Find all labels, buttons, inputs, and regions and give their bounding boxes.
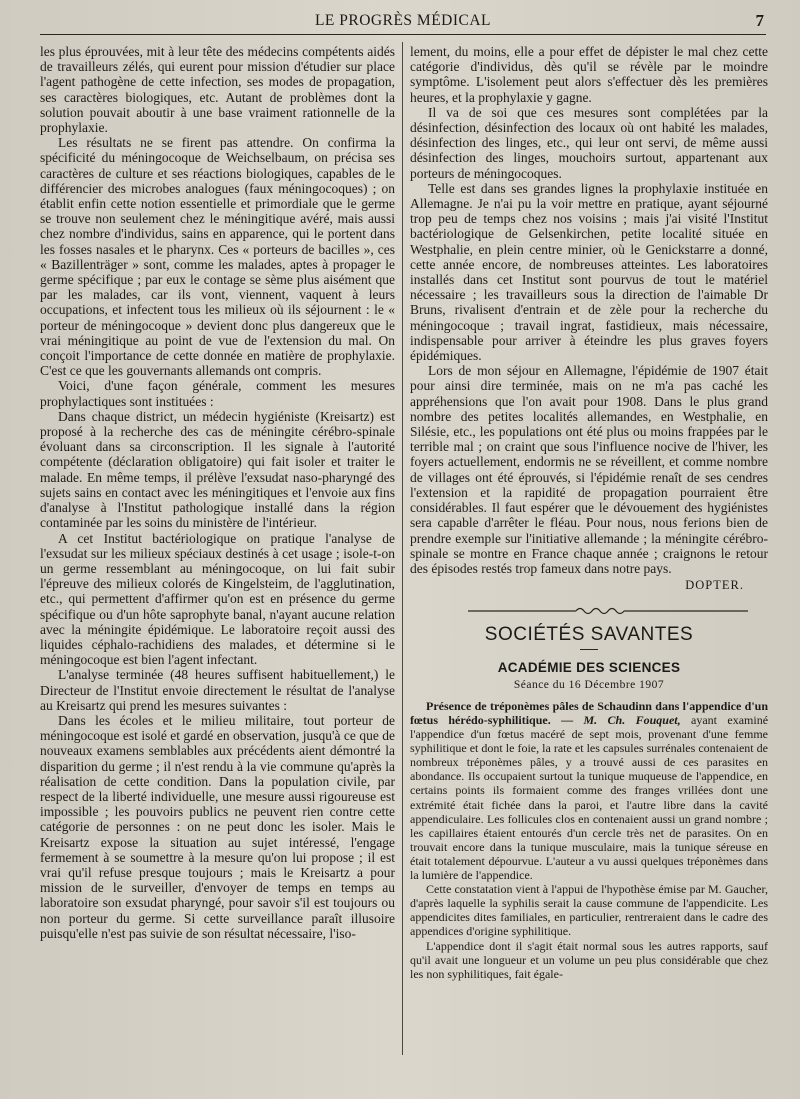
paragraph: Voici, d'une façon générale, comment les mesures prophylactiques sont instituées : <box>40 378 395 409</box>
paragraph: L'analyse terminée (48 heures suffisent habituellement,) le Directeur de l'Institut envoie directement le résultat de l'analyse au Kreisartz qui prend les mesures suivantes : <box>40 667 395 713</box>
report-body <box>410 699 768 981</box>
report-title: Présence de tréponèmes pâles de Schaudinn dans l'appendice d'un fœtus hérédo-syphilitique. — <box>410 698 768 728</box>
ornament-icon <box>468 605 748 617</box>
paragraph: Il va de soi que ces mesures sont complétées par la désinfection, désinfection des locaux où ont habité les malades, désinfection des linges, etc., qui leur ont servi, de même aussi désinfection des linges, mouchoirs surtout, appartenant aux porteurs de méningocoques. <box>410 104 768 181</box>
right-column <box>410 44 768 981</box>
paragraph: Dans les écoles et le milieu militaire, tout porteur de méningocoque est isolé et gardé en observation, jusqu'à ce que de nouveaux examens semblables aux précédents aient démontré la disparition du germe ; il n'est rendu à la vie commune qu'après la réalisation de cette condition. Dans la population civile, par respect de la liberté individuelle, une mesure aussi rigoureuse est impossible ; les pouvoirs publics ne peuvent rien contre cette catégorie de personnes : on ne peut donc les isoler. Mais le Kreisartz expose la situation au sujet intéressé, l'engage fermement à se soumettre à la mesure qu'on lui propose ; il est vrai qu'il refuse presque toujours ; mais le Kreisartz a pour mission de le surveiller, d'envoyer de temps en temps au laboratoire son exsudat pharyngé, pour savoir s'il est toujours ou non porteur du germe. Si cette surveillance paraît illusoire puisqu'elle n'est pas suivie de son résultat nécessaire, l'iso- <box>40 712 395 941</box>
paragraph: Lors de mon séjour en Allemagne, l'épidémie de 1907 était pour ainsi dire terminée, mais on ne m'a pas caché les appréhensions que l'on avait pour 1908. Dans le plus grand nombre des petites localités allemandes, en Westphalie, en Silésie, etc., les populations ont été plus ou moins frappées par le terrible mal ; on craint que sous l'influence nocive de l'hiver, les foyers actuellement, endormis ne se réveillent, et comme nombre de villages ont été éprouvés, si l'épidémie renaît de ses cendres l'extension et la rapidité de propagation pourraient être considérables. Il faut espérer que le dévouement des hygiénistes sera capable d'arrêter le fléau. Pour nous, nous ferions bien de prendre exemple sur l'initiative allemande ; la méningite cérébro-spinale se montre en France chaque année ; craignons le retour des épisodes restés trop fameux dans notre pays. <box>410 363 768 576</box>
academy-heading: ACADÉMIE DES SCIENCES <box>497 659 681 675</box>
page-number: 7 <box>755 11 764 30</box>
paragraph: Cette constatation vient à l'appui de l'hypothèse émise par M. Gaucher, d'après laquelle la syphilis serait la cause commune de l'appendicite. Les appendicites dites familiales, en particulier, rentreraient dans le cadre des appendices d'origine syphilitique. <box>410 882 768 939</box>
paragraph: Les résultats ne se firent pas attendre. On confirma la spécificité du méningocoque de Weichselbaum, on précisa ses caractères de culture et ses réactions biologiques, capables de le différencier des microbes analogues (faux méningocoques) ; on établit enfin cette notion essentielle et primordiale que le germe se trouve non seulement chez le méningitique avéré, mais aussi chez nombre d'individus, sains en apparence, qui le portent dans les fosses nasales et le pharynx. Ces « porteurs de bacilles », ces « Bazillenträger » sont, comme les malades, aptes à propager le germe spécifique ; par eux le contage se sème plus aisément que par les malades, car ils vont, viennent, vaquent à leurs occupations, et infectent tous les milieux où ils séjournent : le « porteur de méningocoque » devient donc plus dangereux que le vrai méningitique au point de vue de l'extension du mal. On conçoit l'importance de cette donnée en matière de prophylaxie. C'est ce que les gouvernants allemands ont compris. <box>40 135 395 379</box>
divider <box>580 649 598 650</box>
paragraph: Dans chaque district, un médecin hygiéniste (Kreisartz) est proposé à la recherche des cas de méningite cérébro-spinale évoluant dans sa circonscription. Il les signale à l'autorité compétente (déclaration obligatoire) qui fait isoler et traiter le malade. En même temps, il prélève l'exsudat naso-pharyngé des sujets sains en contact avec les méningitiques et l'envoie aux fins d'analyse à l'Institut pathologique installé dans la région contaminée par les soins du ministère de l'intérieur. <box>40 408 395 531</box>
left-column <box>40 44 395 941</box>
section-title: SOCIÉTÉS SAVANTES <box>484 624 694 646</box>
session-date: Séance du 16 Décembre 1907 <box>513 678 665 691</box>
running-head <box>40 6 766 35</box>
journal-title: LE PROGRÈS MÉDICAL <box>314 12 492 29</box>
report-text: ayant examiné l'appendice d'un fœtus macéré de sept mois, provenant d'une femme syphilitique et dont le foie, la rate et les capsules surrénales contenaient de nombreux tréponèmes pâles, y a trouvé aussi de ces parasites en abondance. Ils occupaient surtout la tunique muqueuse de l'appendice, en certains points ils formaient comme des franges vrillées dont une extrémité était fichée dans la paroi, et l'autre libre dans la cavité appendiculaire. Les follicules clos en contenaient aussi un grand nombre ; les capillaires étaient entourés d'un cercle très net de parasites. On en trouvait encore dans la tunique musculaire, mais la tunique séreuse en était totalement dépourvue. L'auteur a vu aussi quelques tréponèmes dans la lumière de l'appendice. <box>410 713 769 883</box>
column-divider <box>402 42 403 1055</box>
author-signature: DOPTER. <box>685 578 744 593</box>
report-author: M. Ch. Fouquet, <box>583 713 681 728</box>
paragraph: Telle est dans ses grandes lignes la prophylaxie instituée en Allemagne. Je n'ai pu la voir mettre en pratique, ayant séjourné trop peu de temps chez nos voisins ; mais j'ai visité l'Institut bactériologique de Gelsenkirchen, petite localité située en Westphalie, en plein centre minier, où le Genickstarre a donné, cette année encore, de nombreuses atteintes. Les laboratoires installés dans cet Institut sont pourvus de tout le matériel nécessaire ; les travailleurs sous la direction de l'aimable Dr Bruns, rivalisent d'entrain et de zèle pour la recherche du méningocoque ; travail ingrat, fastidieux, mais nécessaire, indispensable pour arriver à éteindre les plus graves foyers épidémiques. <box>410 180 768 364</box>
paragraph: A cet Institut bactériologique on pratique l'analyse de l'exsudat sur les milieux spéciaux destinés à cet usage ; isole-t-on un germe ressemblant au méningocoque, on lui fait subir l'épreuve des milieux colorés de Kingelsteim, de l'agglutination, etc., qui permettent d'affirmer qu'on est en présence du germe spécifique ou d'un hôte saprophyte banal, n'ayant aucune relation avec la méningite épidémique. Le laboratoire reçoit aussi des liquides céphalo-rachidiens des malades, et détermine si le méningocoque est bien l'agent infectant. <box>40 530 395 668</box>
ornamental-rule <box>468 605 750 617</box>
paragraph: L'appendice dont il s'agit était normal sous les autres rapports, sauf qu'il avait une longueur et un volume un peu plus considérable que chez les non syphilitiques, fait égale- <box>410 938 768 981</box>
paragraph: les plus éprouvées, mit à leur tête des médecins compétents aidés de travailleurs zélés, qui eurent pour mission d'étudier sur place l'agent pathogène de cette infection, ses modes de propagation, ses caractères biologiques, etc. Autant de problèmes dont la solution pouvait aboutir à une base vraiment rationnelle de la prophylaxie. <box>40 44 395 136</box>
paragraph: lement, du moins, elle a pour effet de dépister le mal chez cette catégorie d'individus, dès qu'il se révèle par le moindre symptôme. L'isolement peut alors s'effectuer dès les premières heures, et la prophylaxie y gagne. <box>410 44 768 105</box>
report-first-paragraph <box>410 699 768 882</box>
